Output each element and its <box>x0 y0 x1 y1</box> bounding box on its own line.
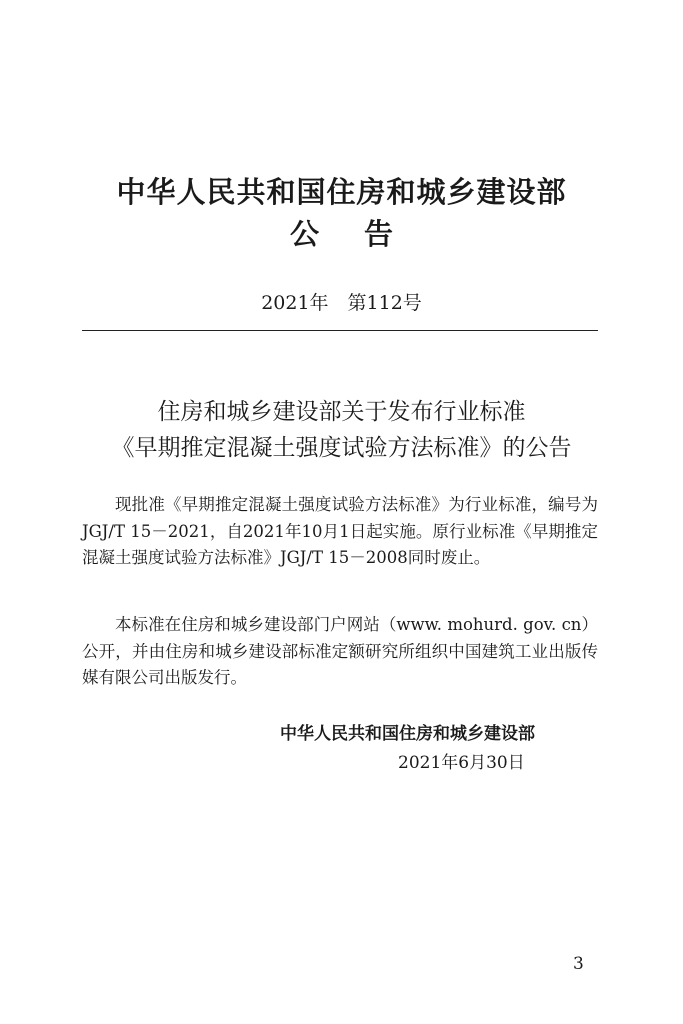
ministry-title: 中华人民共和国住房和城乡建设部 <box>116 175 567 209</box>
subject-line-1: 住房和城乡建设部关于发布行业标准 <box>157 399 526 425</box>
header-divider <box>82 330 598 331</box>
body-paragraph-1: 现批准《早期推定混凝土强度试验方法标准》为行业标准，编号为JGJ/T 15－2021，自2021年10月1日起实施。原行业标准《早期推定混凝土强度试验方法标准》JGJ/T 15－2008同时废止。 <box>82 495 598 567</box>
signature-organization: 中华人民共和国住房和城乡建设部 <box>280 724 535 744</box>
body-paragraph-2: 本标准在住房和城乡建设部门户网站（www. mohurd. gov. cn）公开，并由住房和城乡建设部标准定额研究所组织中国建筑工业出版传媒有限公司出版发行。 <box>82 615 598 687</box>
notice-subject <box>0 394 683 466</box>
page-number: 3 <box>573 954 584 974</box>
notice-heading: 公告 <box>289 217 438 251</box>
issue-number: 2021年 第112号 <box>261 292 422 314</box>
signature-date: 2021年6月30日 <box>398 753 525 773</box>
subject-line-2: 《早期推定混凝土强度试验方法标准》的公告 <box>111 435 572 461</box>
